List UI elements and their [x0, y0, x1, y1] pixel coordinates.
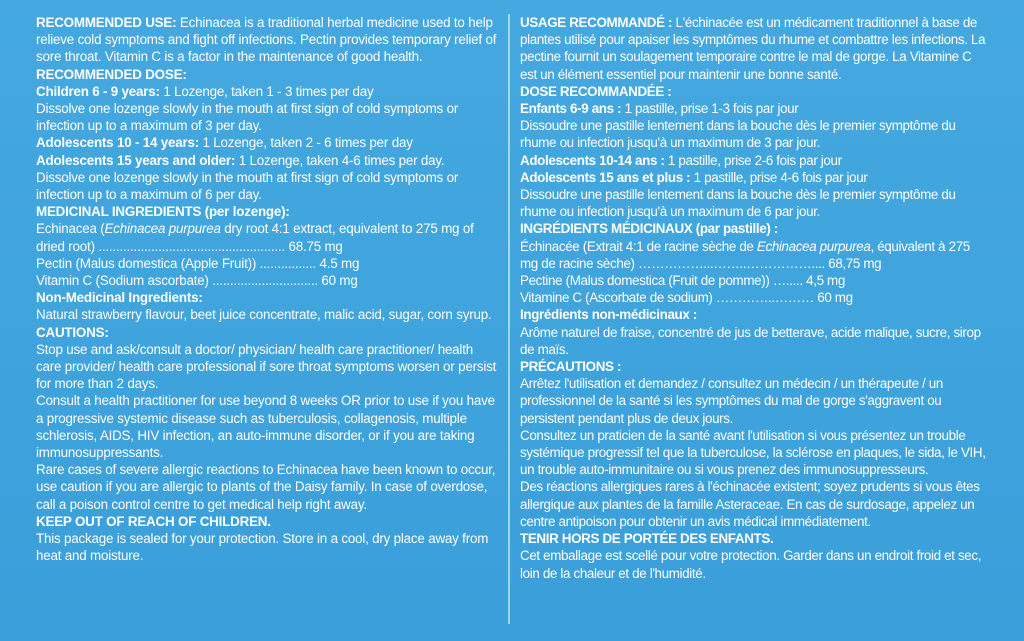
ingredient-echinacee-b: , équivalent à 275 mg de racine sèche) ……………...……..…………….... 68,75 mg: [520, 238, 970, 271]
english-column: [36, 14, 498, 565]
dose-adolescents-fr-text: 1 pastille, prise 2-6 fois par jour: [664, 152, 842, 168]
ingredient-echinacea-species: Echinacea purpurea: [104, 221, 221, 237]
dose-children-label: Children 6 - 9 years:: [36, 83, 160, 99]
usage-recommande-text: L'échinacée est un médicament traditionnel à base de plantes utilisé pour apaiser les symptômes du rhume et combattre les infections. La pectine fournit un soulagement temporaire contre le mal de gorge. La Vitamine C est un élément essentiel pour maintenir une bonne santé.: [520, 15, 986, 82]
non-medicinal-heading: Non-Medicinal Ingredients:: [36, 290, 203, 306]
dose-enfants-label: Enfants 6-9 ans :: [520, 101, 622, 117]
cautions-heading: CAUTIONS:: [36, 324, 109, 340]
dose-children: [36, 83, 498, 100]
dose-recommandee-heading: DOSE RECOMMANDÉE :: [520, 83, 672, 99]
dose-adultes-fr: [520, 169, 986, 186]
dose-adultes-fr-label: Adolescents 15 ans et plus :: [520, 169, 691, 185]
ingredient-echinacee-species: Echinacea purpurea: [756, 238, 871, 254]
ingredient-echinacee: [520, 238, 986, 272]
dose-children-directions: Dissolve one lozenge slowly in the mouth at first sign of cold symptoms or infection up to a maximum of 3 per day.: [36, 101, 459, 134]
dose-adults-directions: Dissolve one lozenge slowly in the mouth at first sign of cold symptoms or infection up to a maximum of 6 per day.: [36, 169, 459, 203]
caution-3: Rare cases of severe allergic reactions to Echinacea have been known to occur, use caution if you are allergic to plants of the Daisy family. In case of overdose, call a poison control centre to get medical help right away.: [36, 462, 496, 512]
dose-adults-label: Adolescents 15 years and older:: [36, 152, 236, 168]
conservation-text: Cet emballage est scellé pour votre protection. Garder dans un endroit froid et sec, loin de la chaleur et de l'humidité.: [520, 548, 982, 581]
recommended-use-text: Echinacea is a traditional herbal medicine used to help relieve cold symptoms and fight off infections. Pectin provides temporary relief of sore throat. Vitamin C is a factor in the maintenance of good health.: [36, 15, 497, 65]
dose-adolescents-text: 1 Lozenge, taken 2 - 6 times per day: [199, 135, 413, 151]
usage-recommande-heading: USAGE RECOMMANDÉ :: [520, 15, 673, 30]
column-divider: [508, 14, 510, 624]
ingredient-vitamine-c: Vitamine C (Ascorbate de sodium) …………..……… 60 mg: [520, 290, 853, 306]
dose-children-text: 1 Lozenge, taken 1 - 3 times per day: [159, 83, 374, 99]
ingredient-echinacea-a: Echinacea (: [36, 221, 105, 237]
ingredient-echinacea: [36, 220, 498, 254]
tenir-hors-portee-heading: TENIR HORS DE PORTÉE DES ENFANTS.: [520, 531, 774, 547]
recommended-use-heading: RECOMMENDED USE:: [36, 15, 177, 30]
dose-adolescents-fr: [520, 152, 986, 169]
caution-1: Stop use and ask/consult a doctor/ physician/ health care practitioner/ health care provider/ health care professional if sore throat symptoms worsen or persist for more than 2 days.: [36, 341, 497, 392]
usage-recommande: [520, 14, 986, 83]
dose-adults: [36, 152, 498, 169]
medicinal-ingredients-heading: MEDICINAL INGREDIENTS (per lozenge):: [36, 204, 290, 220]
non-medicinal-text: Natural strawberry flavour, beet juice concentrate, malic acid, sugar, corn syrup.: [36, 307, 492, 323]
recommended-use: [36, 14, 498, 66]
french-column: [520, 14, 986, 582]
recommended-dose-heading: RECOMMENDED DOSE:: [36, 66, 187, 82]
caution-2: Consult a health practitioner for use beyond 8 weeks OR prior to use if you have a progressive systemic disease such as tuberculosis, collagenosis, multiple schlerosis, AIDS, HIV infection, an auto-immune disorder, or if you are taking immunosuppressants.: [36, 393, 495, 461]
ingredients-medicinaux-heading: INGRÉDIENTS MÉDICINAUX (par pastille) :: [520, 221, 778, 237]
keep-out-of-reach-heading: KEEP OUT OF REACH OF CHILDREN.: [36, 513, 271, 529]
dose-enfants-directions: Dissoudre une pastille lentement dans la bouche dès le premier symptôme du rhume ou infection jusqu'à un maximum de 3 par jour.: [520, 118, 956, 151]
dose-adultes-fr-directions: Dissoudre une pastille lentement dans la bouche dès le premier symptôme du rhume ou infection jusqu'à un maximum de 6 par jour.: [520, 187, 956, 220]
dose-adultes-fr-text: 1 pastille, prise 4-6 fois par jour: [690, 169, 868, 185]
precaution-3: Des réactions allergiques rares à l'échinacée existent; soyez prudents si vous êtes allergique aux plantes de la famille Asteraceae. En cas de surdosage, appelez un centre antipoison pour obtenir un avis médical immédiatement.: [520, 479, 980, 529]
ingredient-echinacea-b: dry root 4:1 extract, equivalent to 275 mg of dried root) ..................................................... 68.75 mg: [36, 221, 474, 254]
dose-adolescents-fr-label: Adolescents 10-14 ans :: [520, 152, 665, 168]
precaution-1: Arrêtez l'utilisation et demandez / consultez un médecin / un thérapeute / un professionnel de la santé si les symptômes du mal de gorge s'aggravent ou persistent pendant plus de deux jours.: [520, 376, 943, 426]
ingredient-pectine: Pectine (Malus domestica (Fruit de pomme)) …..... 4,5 mg: [520, 273, 845, 289]
ingredient-vitamin-c: Vitamin C (Sodium ascorbate) .............................. 60 mg: [36, 273, 358, 289]
non-medicinaux-text: Arôme naturel de fraise, concentré de jus de betterave, acide malique, sucre, sirop de maïs.: [520, 324, 981, 357]
dose-enfants: [520, 100, 986, 117]
dose-adolescents-label: Adolescents 10 - 14 years:: [36, 135, 200, 151]
ingredient-echinacee-a: Échinacée (Extrait 4:1 de racine sèche de: [520, 238, 757, 254]
precaution-2: Consultez un praticien de la santé avant l'utilisation si vous présentez un trouble systémique progressif tel que la tuberculose, la sclérose en plaques, le sida, le VIH, un trouble auto-immunitaire ou si vous prenez des immunosuppresseurs.: [520, 427, 986, 478]
non-medicinaux-heading: Ingrédients non-médicinaux :: [520, 307, 697, 323]
ingredient-pectin: Pectin (Malus domestica (Apple Fruit)) ................ 4.5 mg: [36, 255, 360, 271]
dose-adults-text: 1 Lozenge, taken 4-6 times per day.: [235, 152, 445, 168]
precautions-heading: PRÉCAUTIONS :: [520, 359, 622, 375]
dose-enfants-text: 1 pastille, prise 1-3 fois par jour: [621, 101, 799, 117]
storage-text: This package is sealed for your protection. Store in a cool, dry place away from heat and moisture.: [36, 531, 489, 564]
dose-adolescents: [36, 134, 498, 151]
